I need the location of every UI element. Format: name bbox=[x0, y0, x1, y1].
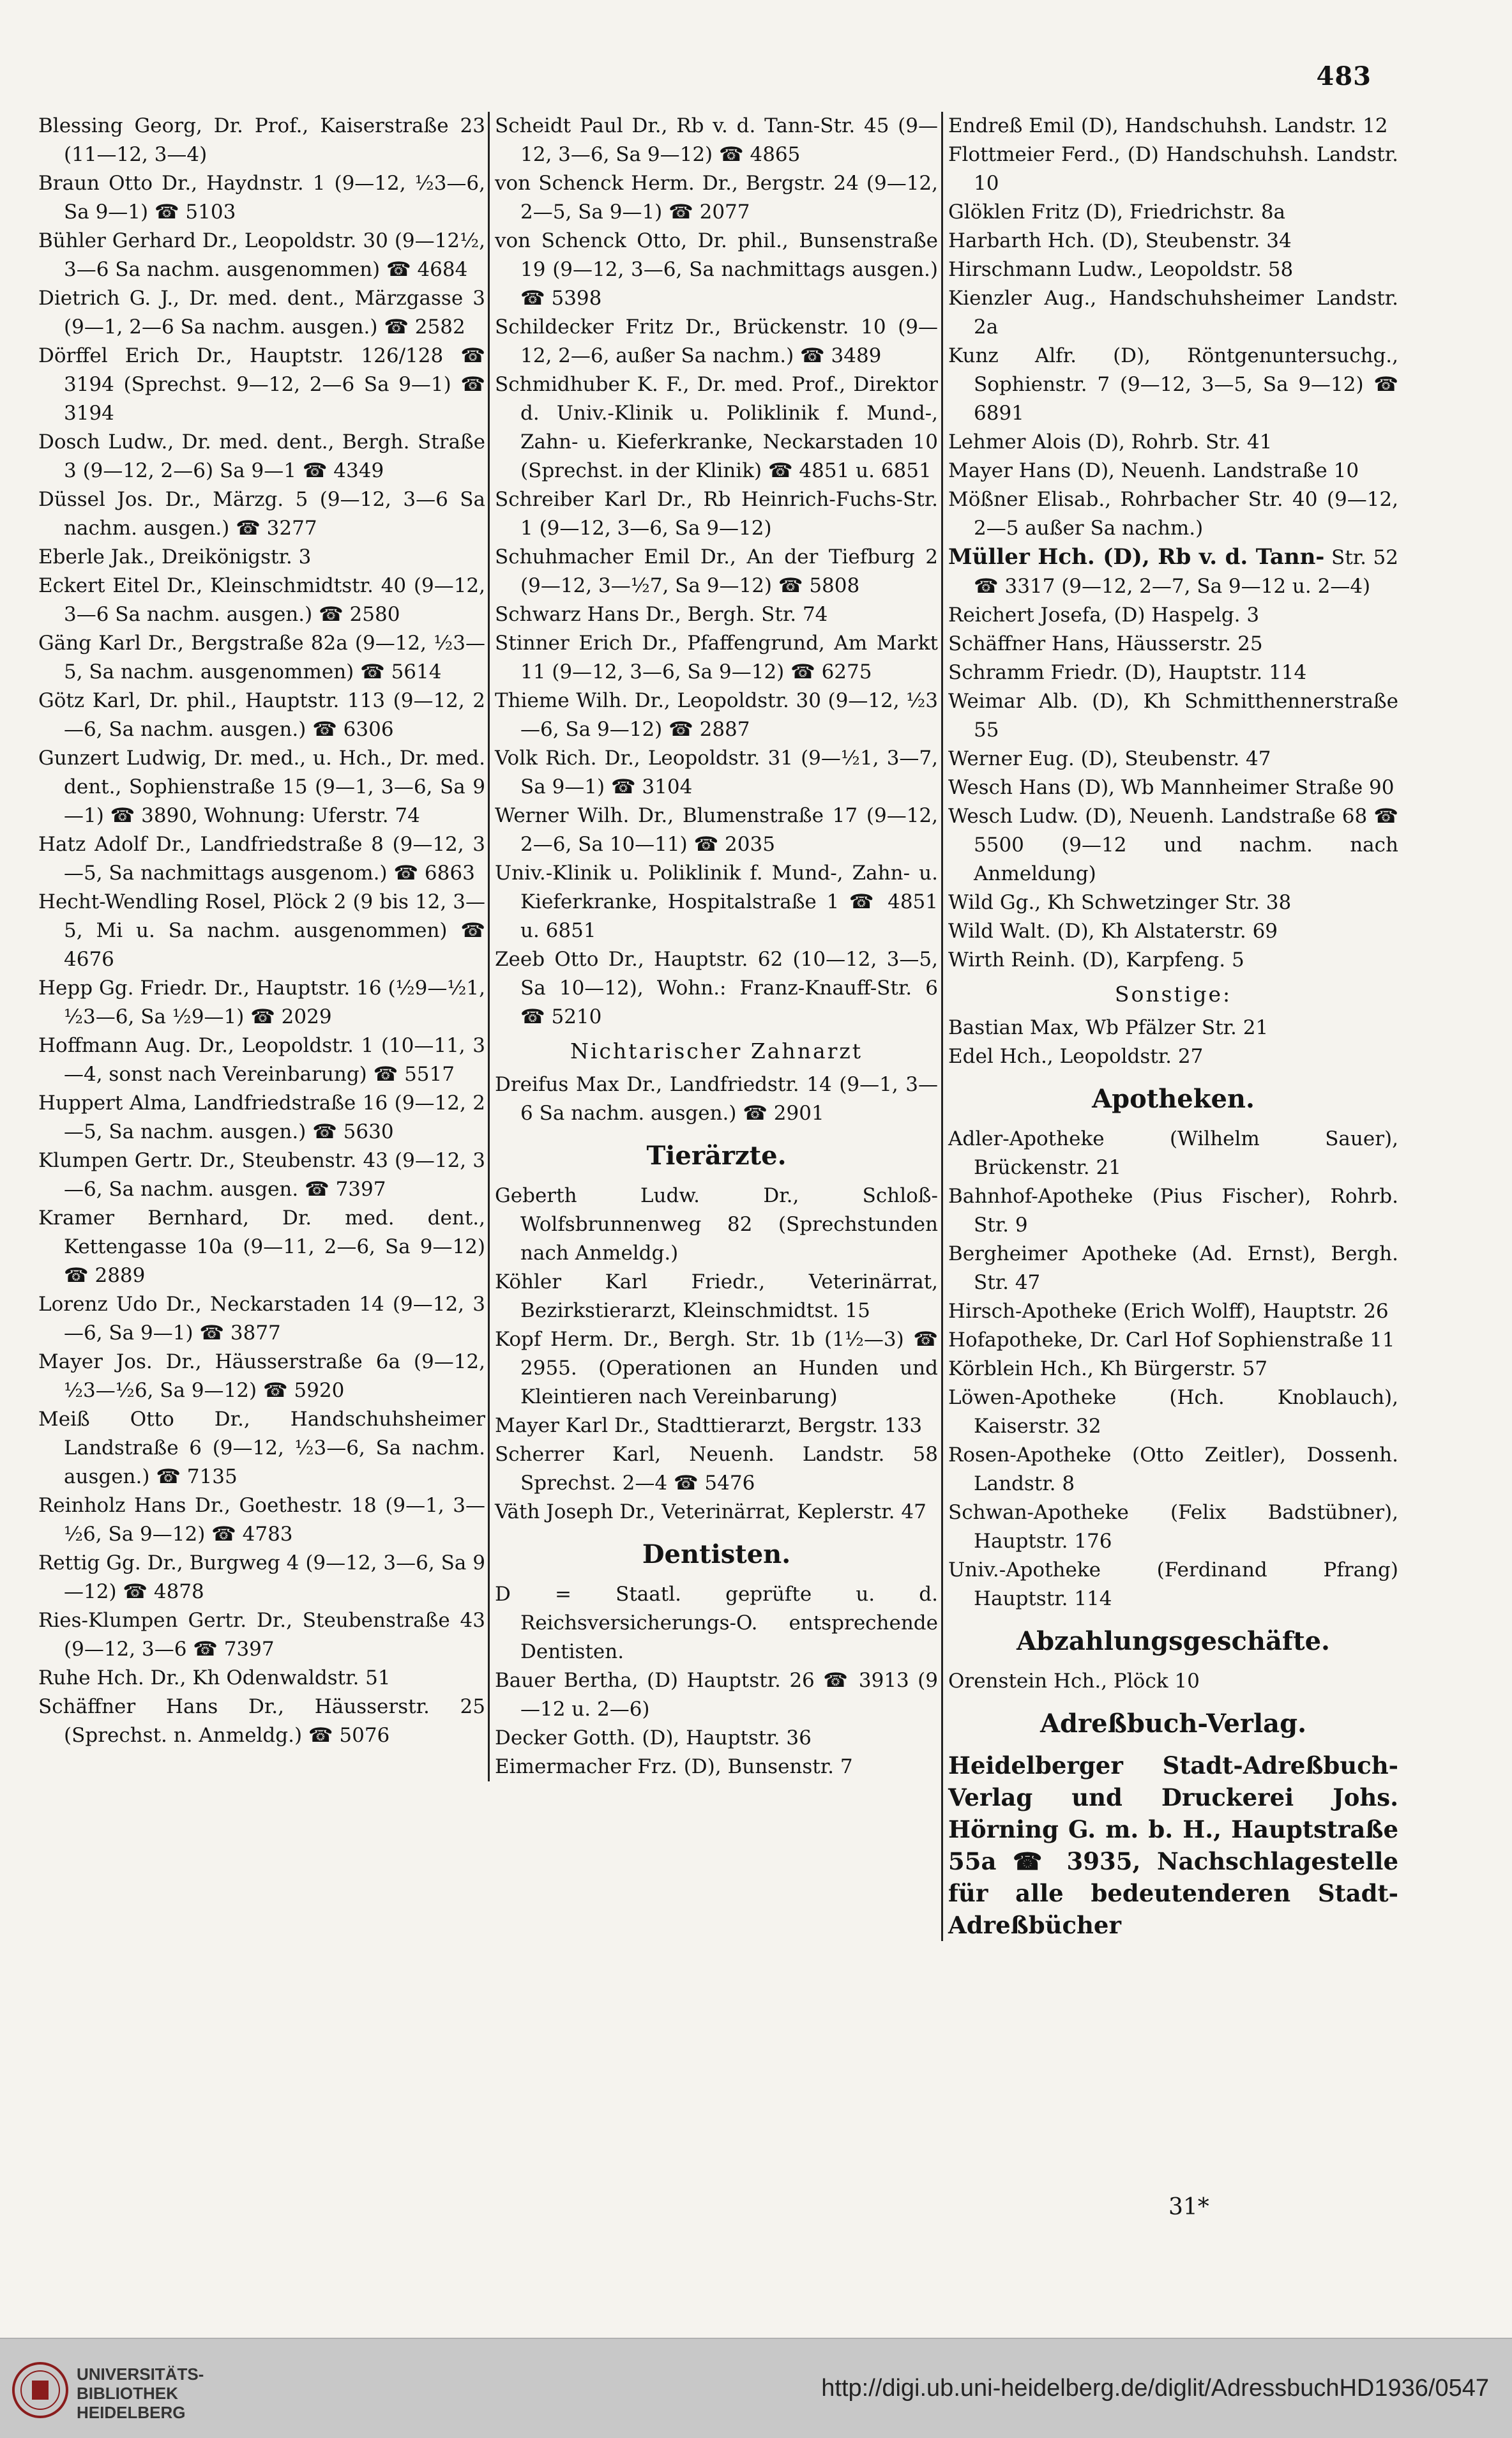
emphasized-entry-rest: Str. 52 ☎ 3317 (9—12, 2—7, Sa 9—12 u. 2—4) bbox=[974, 546, 1399, 598]
list-item: Flottmeier Ferd., (D) Handschuhsh. Landstr. 10 bbox=[948, 143, 1398, 195]
pharmacies-heading: Apotheken. bbox=[1092, 1084, 1255, 1114]
list-item: Mayer Hans (D), Neuenh. Landstraße 10 bbox=[948, 459, 1359, 482]
list-item: Edel Hch., Leopoldstr. 27 bbox=[948, 1045, 1204, 1068]
library-name bbox=[77, 2365, 204, 2422]
page-signature: 31* bbox=[1168, 2194, 1209, 2220]
list-item: Hofapotheke, Dr. Carl Hof Sophienstraße 11 bbox=[948, 1329, 1395, 1352]
list-item: Geberth Ludw. Dr., Schloß-Wolfsbrunnenweg 82 (Sprechstunden nach Anmeldg.) bbox=[495, 1184, 938, 1265]
pharmacies-list bbox=[948, 1125, 1398, 1613]
list-item: Schreiber Karl Dr., Rb Heinrich-Fuchs-Str. 1 (9—12, 3—6, Sa 9—12) bbox=[495, 488, 938, 540]
list-item: Köhler Karl Friedr., Veterinärrat, Bezirkstierarzt, Kleinschmidtst. 15 bbox=[495, 1270, 938, 1322]
list-item: Scheidt Paul Dr., Rb v. d. Tann-Str. 45 (9—12, 3—6, Sa 9—12) ☎ 4865 bbox=[495, 114, 938, 166]
library-line-1: UNIVERSITÄTS- bbox=[77, 2365, 204, 2384]
column-right bbox=[941, 112, 1398, 1941]
list-item: Huppert Alma, Landfriedstraße 16 (9—12, 2—5, Sa nachm. ausgen.) ☎ 5630 bbox=[38, 1092, 485, 1143]
vets-heading: Tierärzte. bbox=[646, 1141, 787, 1171]
installment-heading: Abzahlungsgeschäfte. bbox=[1017, 1626, 1330, 1656]
list-item: Adler-Apotheke (Wilhelm Sauer), Brückenstr. 21 bbox=[948, 1127, 1398, 1179]
other-heading: Sonstige: bbox=[1114, 982, 1232, 1007]
list-item: Stinner Erich Dr., Pfaffengrund, Am Markt 11 (9—12, 3—6, Sa 9—12) ☎ 6275 bbox=[495, 632, 938, 683]
list-item: Rosen-Apotheke (Otto Zeitler), Dossenh. Landstr. 8 bbox=[948, 1444, 1398, 1495]
list-item: Thieme Wilh. Dr., Leopoldstr. 30 (9—12, ½3—6, Sa 9—12) ☎ 2887 bbox=[495, 689, 938, 741]
list-item: Dietrich G. J., Dr. med. dent., Märzgasse 3 (9—1, 2—6 Sa nachm. ausgen.) ☎ 2582 bbox=[38, 287, 485, 339]
list-item: Kopf Herm. Dr., Bergh. Str. 1b (1½—3) ☎ 2955. (Operationen an Hunden und Kleintieren nach Vereinbarung) bbox=[495, 1328, 938, 1408]
list-item: Ruhe Hch. Dr., Kh Odenwaldstr. 51 bbox=[38, 1666, 391, 1689]
list-item: Hoffmann Aug. Dr., Leopoldstr. 1 (10—11, 3—4, sonst nach Vereinbarung) ☎ 5517 bbox=[38, 1034, 485, 1086]
list-item: Gunzert Ludwig, Dr. med., u. Hch., Dr. med. dent., Sophienstraße 15 (9—1, 3—6, Sa 9—1) ☎ 3890, Wohnung: Uferstr. 74 bbox=[38, 747, 485, 827]
column-left bbox=[38, 112, 485, 1750]
list-item: Bastian Max, Wb Pfälzer Str. 21 bbox=[948, 1016, 1269, 1039]
list-item: Hecht-Wendling Rosel, Plöck 2 (9 bis 12, 3—5, Mi u. Sa nachm. ausgenommen) ☎ 4676 bbox=[38, 890, 485, 971]
list-item: Wirth Reinh. (D), Karpfeng. 5 bbox=[948, 949, 1244, 971]
list-item: Hatz Adolf Dr., Landfriedstraße 8 (9—12, 3—5, Sa nachmittags ausgenom.) ☎ 6863 bbox=[38, 833, 485, 885]
dentists-heading: Dentisten. bbox=[642, 1539, 791, 1569]
list-item: Schmidhuber K. F., Dr. med. Prof., Direktor d. Univ.-Klinik u. Poliklinik f. Mund-, Zahn- u. Kieferkranke, Neckarstaden 10 (Sprechst. in der Klinik) ☎ 4851 u. 6851 bbox=[495, 373, 938, 482]
list-item: Mayer Karl Dr., Stadttierarzt, Bergstr. 133 bbox=[495, 1414, 923, 1437]
list-item: Kunz Alfr. (D), Röntgenuntersuchg., Sophienstr. 7 (9—12, 3—5, Sa 9—12) ☎ 6891 bbox=[948, 344, 1398, 425]
list-item: Hirschmann Ludw., Leopoldstr. 58 bbox=[948, 258, 1294, 281]
source-url-link[interactable]: http://digi.ub.uni-heidelberg.de/diglit/AdressbuchHD1936/0547 bbox=[821, 2375, 1489, 2402]
dentists-list bbox=[495, 1580, 938, 1781]
list-item: Wild Walt. (D), Kh Alstaterstr. 69 bbox=[948, 920, 1278, 943]
list-item: Schäffner Hans, Häusserstr. 25 bbox=[948, 632, 1263, 655]
dentist-doctor-list bbox=[495, 112, 938, 1032]
list-item: Werner Wilh. Dr., Blumenstraße 17 (9—12, 2—6, Sa 10—11) ☎ 2035 bbox=[495, 804, 938, 856]
list-item: Schwarz Hans Dr., Bergh. Str. 74 bbox=[495, 603, 828, 626]
list-item: Mößner Elisab., Rohrbacher Str. 40 (9—12, 2—5 außer Sa nachm.) bbox=[948, 488, 1398, 540]
list-item: Dörffel Erich Dr., Hauptstr. 126/128 ☎ 3194 (Sprechst. 9—12, 2—6 Sa 9—1) ☎ 3194 bbox=[38, 344, 485, 425]
list-item: Weimar Alb. (D), Kh Schmitthennerstraße 55 bbox=[948, 690, 1398, 742]
publisher-heading: Adreßbuch-Verlag. bbox=[1040, 1709, 1306, 1739]
non-aryan-dentist-heading: Nichtarischer Zahnarzt bbox=[570, 1039, 863, 1063]
list-item: Ries-Klumpen Gertr. Dr., Steubenstraße 43 (9—12, 3—6 ☎ 7397 bbox=[38, 1609, 485, 1661]
list-item: Schildecker Fritz Dr., Brückenstr. 10 (9—12, 2—6, außer Sa nachm.) ☎ 3489 bbox=[495, 316, 938, 367]
list-item: Bahnhof-Apotheke (Pius Fischer), Rohrb. Str. 9 bbox=[948, 1185, 1398, 1237]
non-aryan-dentist-list bbox=[495, 1070, 938, 1128]
list-item: Blessing Georg, Dr. Prof., Kaiserstraße 23 (11—12, 3—4) bbox=[38, 114, 485, 166]
list-item: Wild Gg., Kh Schwetzinger Str. 38 bbox=[948, 891, 1292, 914]
list-item: Reinholz Hans Dr., Goethestr. 18 (9—1, 3—½6, Sa 9—12) ☎ 4783 bbox=[38, 1494, 485, 1546]
list-item: Endreß Emil (D), Handschuhsh. Landstr. 12 bbox=[948, 114, 1388, 137]
list-item: Eberle Jak., Dreikönigstr. 3 bbox=[38, 545, 312, 568]
list-item: Orenstein Hch., Plöck 10 bbox=[948, 1670, 1200, 1693]
list-item: Zeeb Otto Dr., Hauptstr. 62 (10—12, 3—5, Sa 10—12), Wohn.: Franz-Knauff-Str. 6 ☎ 5210 bbox=[495, 948, 938, 1028]
list-item: Bergheimer Apotheke (Ad. Ernst), Bergh. Str. 47 bbox=[948, 1242, 1398, 1294]
list-item: Bühler Gerhard Dr., Leopoldstr. 30 (9—12½, 3—6 Sa nachm. ausgenommen) ☎ 4684 bbox=[38, 229, 485, 281]
list-item: Lehmer Alois (D), Rohrb. Str. 41 bbox=[948, 430, 1273, 453]
list-item: Dosch Ludw., Dr. med. dent., Bergh. Straße 3 (9—12, 2—6) Sa 9—1 ☎ 4349 bbox=[38, 430, 485, 482]
list-item: Löwen-Apotheke (Hch. Knoblauch), Kaiserstr. 32 bbox=[948, 1386, 1398, 1438]
university-seal-icon bbox=[11, 2361, 69, 2419]
list-item: Schuhmacher Emil Dr., An der Tiefburg 2 (9—12, 3—½7, Sa 9—12) ☎ 5808 bbox=[495, 545, 938, 597]
list-item: Gäng Karl Dr., Bergstraße 82a (9—12, ½3—5, Sa nachm. ausgenommen) ☎ 5614 bbox=[38, 632, 485, 683]
list-item: Harbarth Hch. (D), Steubenstr. 34 bbox=[948, 229, 1292, 252]
list-item: Kienzler Aug., Handschuhsheimer Landstr. 2a bbox=[948, 287, 1398, 339]
list-item: Düssel Jos. Dr., Märzg. 5 (9—12, 3—6 Sa nachm. ausgen.) ☎ 3277 bbox=[38, 488, 485, 540]
list-item: Werner Eug. (D), Steubenstr. 47 bbox=[948, 747, 1271, 770]
list-item: Götz Karl, Dr. phil., Hauptstr. 113 (9—12, 2—6, Sa nachm. ausgen.) ☎ 6306 bbox=[38, 689, 485, 741]
other-list bbox=[948, 1014, 1398, 1071]
list-item: Schäffner Hans Dr., Häusserstr. 25 (Sprechst. n. Anmeldg.) ☎ 5076 bbox=[38, 1695, 485, 1747]
list-item: Schramm Friedr. (D), Hauptstr. 114 bbox=[948, 661, 1307, 684]
list-item: Rettig Gg. Dr., Burgweg 4 (9—12, 3—6, Sa 9—12) ☎ 4878 bbox=[38, 1551, 485, 1603]
column-middle bbox=[488, 112, 938, 1781]
library-line-3: HEIDELBERG bbox=[77, 2403, 186, 2422]
list-item: Kramer Bernhard, Dr. med. dent., Kettengasse 10a (9—11, 2—6, Sa 9—12) ☎ 2889 bbox=[38, 1207, 485, 1287]
list-item: Schwan-Apotheke (Felix Badstübner), Hauptstr. 176 bbox=[948, 1501, 1398, 1553]
list-item: Dreifus Max Dr., Landfriedstr. 14 (9—1, 3—6 Sa nachm. ausgen.) ☎ 2901 bbox=[495, 1073, 938, 1125]
publisher-text: Heidelberger Stadt-Adreßbuch-Verlag und Druckerei Johs. Hörning G. m. b. H., Hauptstraße 55a ☎ 3935, Nachschlagestelle für alle bedeutenderen Stadt-Adreßbücher bbox=[948, 1751, 1398, 1939]
list-item: Körblein Hch., Kh Bürgerstr. 57 bbox=[948, 1357, 1268, 1380]
list-item: Bauer Bertha, (D) Hauptstr. 26 ☎ 3913 (9—12 u. 2—6) bbox=[495, 1669, 938, 1721]
list-item: Wesch Hans (D), Wb Mannheimer Straße 90 bbox=[948, 776, 1395, 799]
list-item: Glöklen Fritz (D), Friedrichstr. 8a bbox=[948, 201, 1286, 224]
footer-bar bbox=[0, 2338, 1512, 2438]
dentists-more-list bbox=[948, 601, 1398, 975]
list-item: Eimermacher Frz. (D), Bunsenstr. 7 bbox=[495, 1755, 853, 1778]
list-item: Mayer Jos. Dr., Häusserstraße 6a (9—12, ½3—½6, Sa 9—12) ☎ 5920 bbox=[38, 1350, 485, 1402]
list-item: Wesch Ludw. (D), Neuenh. Landstraße 68 ☎ 5500 (9—12 und nachm. nach Anmeldung) bbox=[948, 805, 1398, 885]
list-item: von Schenck Herm. Dr., Bergstr. 24 (9—12, 2—5, Sa 9—1) ☎ 2077 bbox=[495, 172, 938, 224]
installment-list bbox=[948, 1667, 1398, 1696]
list-item: Meiß Otto Dr., Handschuhsheimer Landstraße 6 (9—12, ½3—6, Sa nachm. ausgen.) ☎ 7135 bbox=[38, 1408, 485, 1488]
list-item: Lorenz Udo Dr., Neckarstaden 14 (9—12, 3—6, Sa 9—1) ☎ 3877 bbox=[38, 1293, 485, 1345]
emphasized-entry: Müller Hch. (D), Rb v. d. Tann- bbox=[948, 544, 1325, 570]
list-item bbox=[948, 543, 1398, 601]
library-line-2: BIBLIOTHEK bbox=[77, 2384, 178, 2403]
list-item: Braun Otto Dr., Haydnstr. 1 (9—12, ½3—6, Sa 9—1) ☎ 5103 bbox=[38, 172, 485, 224]
page-number: 483 bbox=[1316, 61, 1372, 91]
list-item: Univ.-Apotheke (Ferdinand Pfrang) Hauptstr. 114 bbox=[948, 1558, 1398, 1610]
list-item: Eckert Eitel Dr., Kleinschmidtstr. 40 (9—12, 3—6 Sa nachm. ausgen.) ☎ 2580 bbox=[38, 574, 485, 626]
list-item: D = Staatl. geprüfte u. d. Reichsversicherungs-O. entsprechende Dentisten. bbox=[495, 1583, 938, 1663]
list-item: Hirsch-Apotheke (Erich Wolff), Hauptstr. 26 bbox=[948, 1300, 1389, 1323]
list-item: Klumpen Gertr. Dr., Steubenstr. 43 (9—12, 3—6, Sa nachm. ausgen. ☎ 7397 bbox=[38, 1149, 485, 1201]
list-item: Väth Joseph Dr., Veterinärrat, Keplerstr. 47 bbox=[495, 1500, 926, 1523]
list-item: Scherrer Karl, Neuenh. Landstr. 58 Sprechst. 2—4 ☎ 5476 bbox=[495, 1443, 938, 1495]
list-item: von Schenck Otto, Dr. phil., Bunsenstraße 19 (9—12, 3—6, Sa nachmittags ausgen.) ☎ 5398 bbox=[495, 229, 938, 310]
vets-list bbox=[495, 1182, 938, 1527]
list-item: Hepp Gg. Friedr. Dr., Hauptstr. 16 (½9—½1, ½3—6, Sa ½9—1) ☎ 2029 bbox=[38, 977, 485, 1028]
list-item: Reichert Josefa, (D) Haspelg. 3 bbox=[948, 604, 1260, 627]
list-item: Univ.-Klinik u. Poliklinik f. Mund-, Zahn- u. Kieferkranke, Hospitalstraße 1 ☎ 4851 u. 6851 bbox=[495, 862, 938, 942]
list-item: Decker Gotth. (D), Hauptstr. 36 bbox=[495, 1726, 812, 1749]
list-item: Volk Rich. Dr., Leopoldstr. 31 (9—½1, 3—7, Sa 9—1) ☎ 3104 bbox=[495, 747, 938, 798]
dentists-continued-list bbox=[948, 112, 1398, 543]
